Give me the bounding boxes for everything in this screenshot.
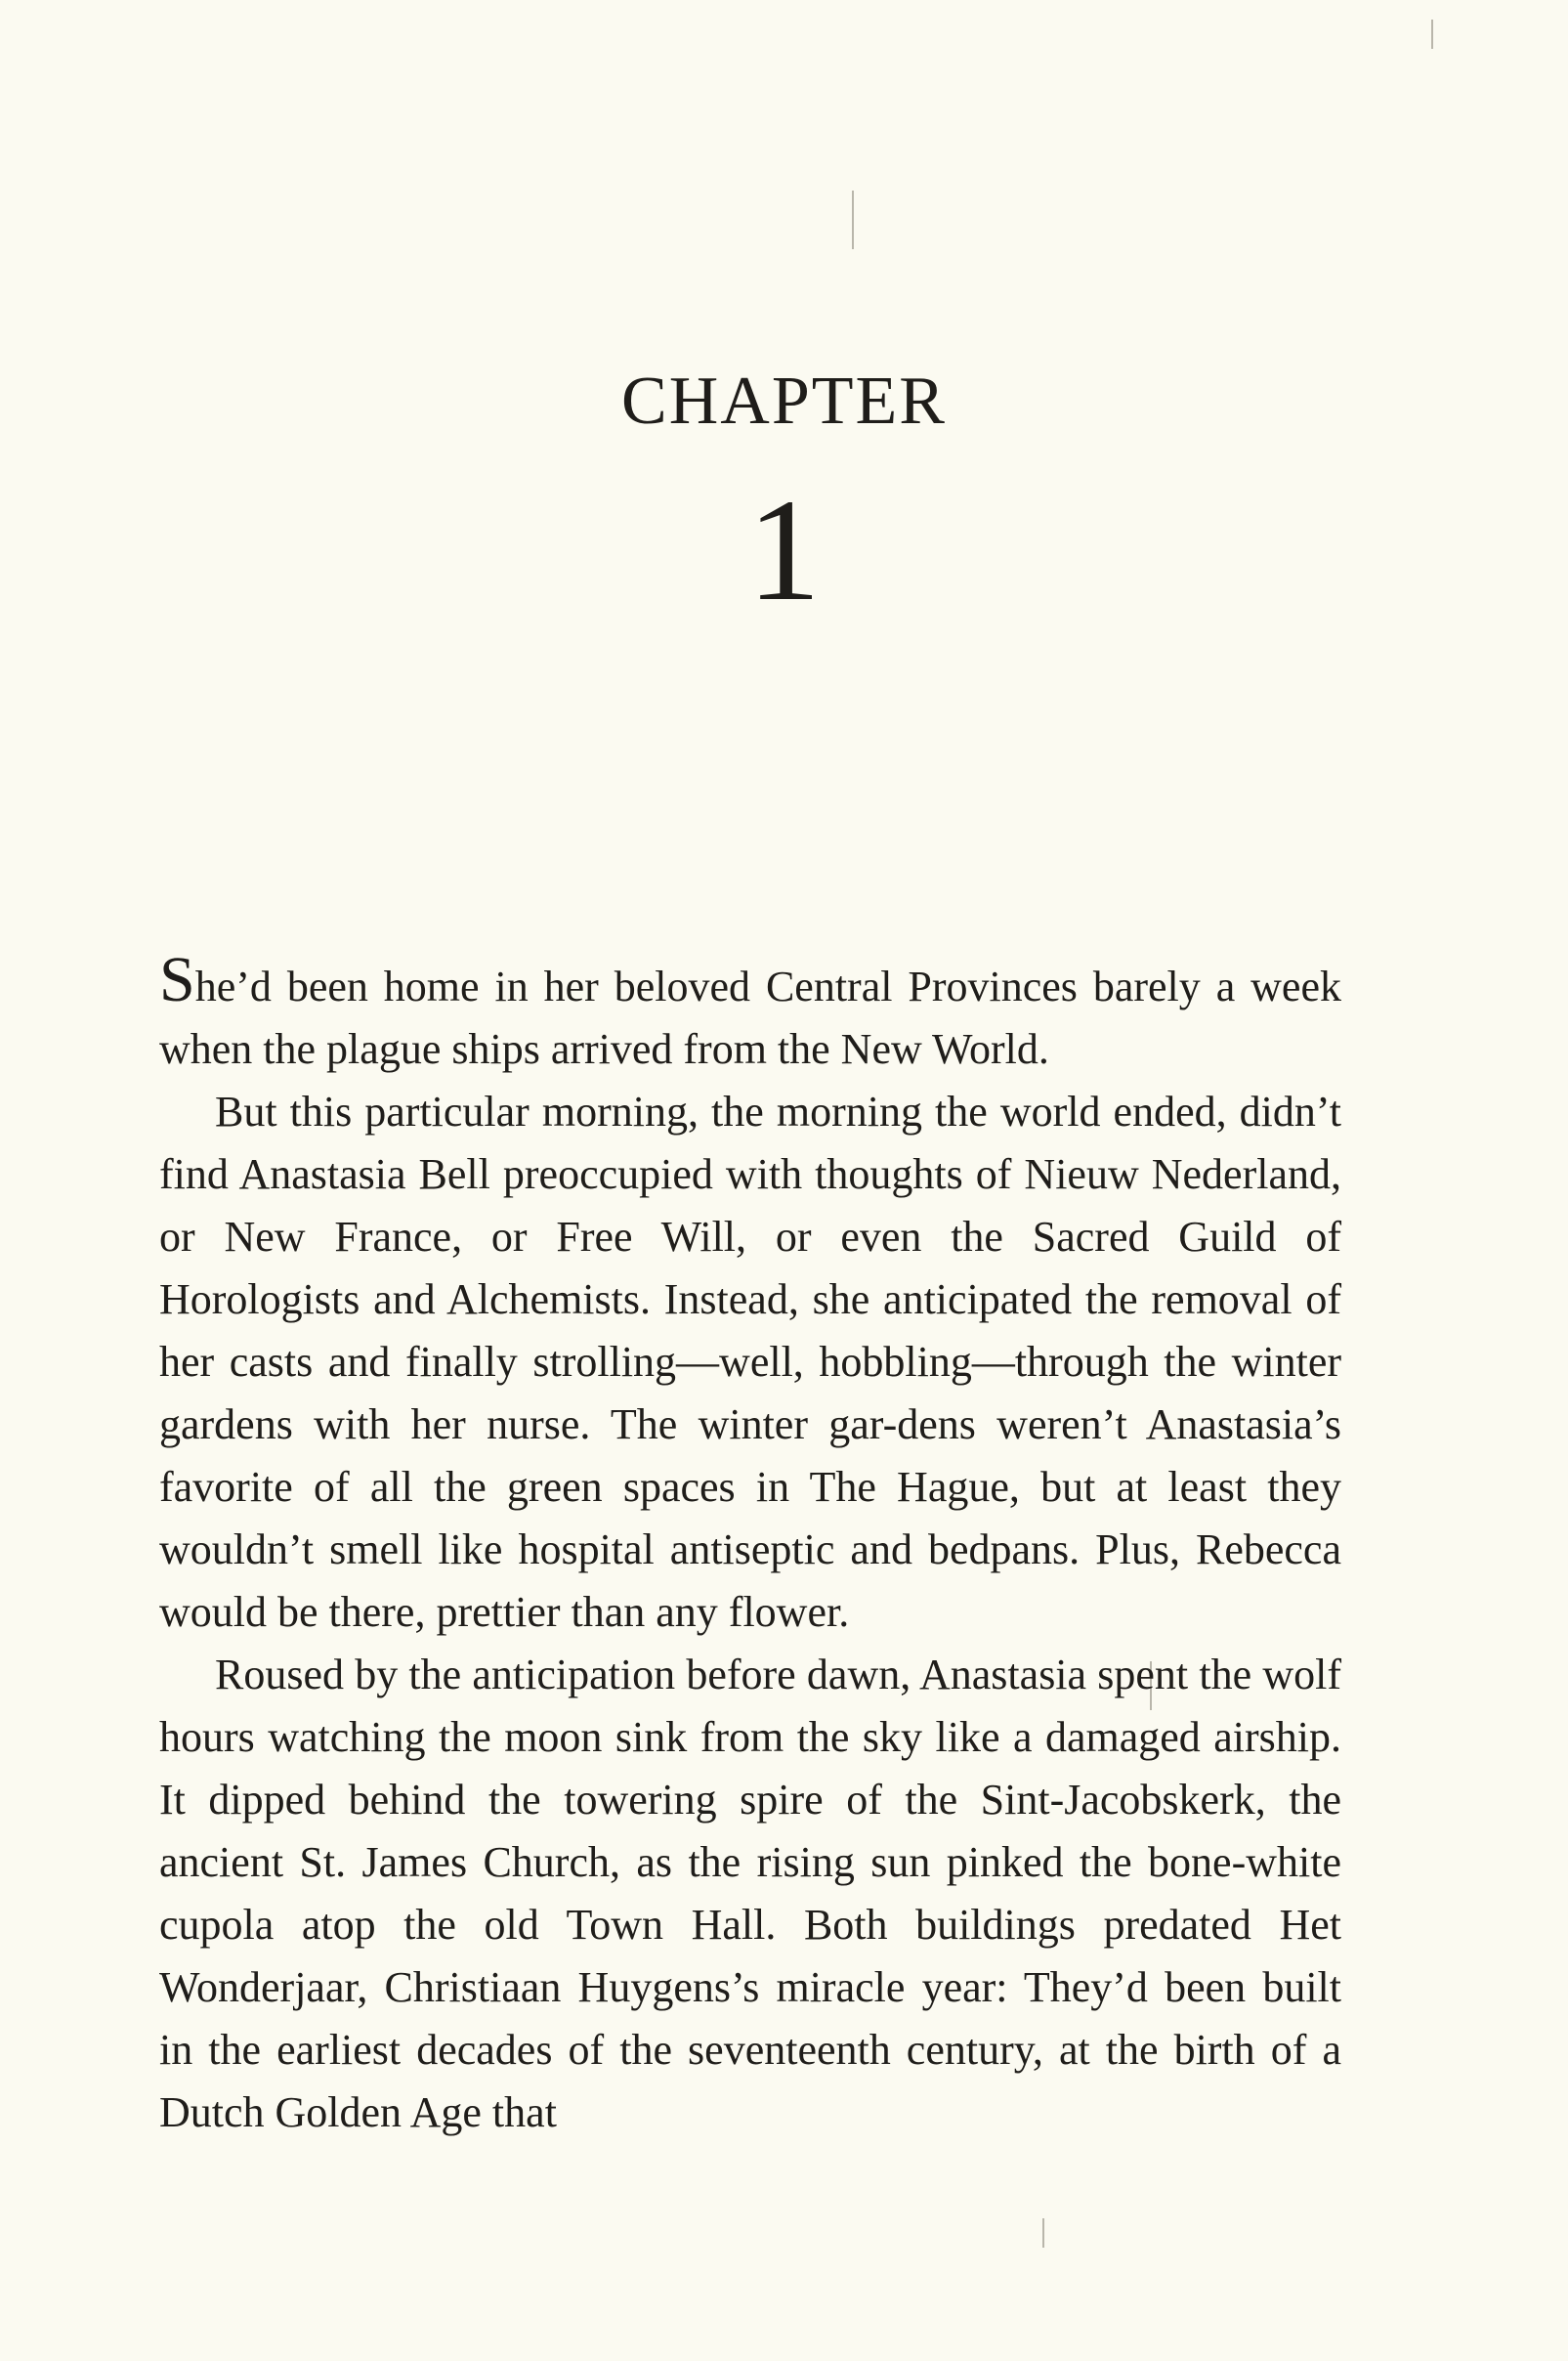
paragraph: But this particular morning, the morning the world ended, didn’t find Anastasia Bell preoccupied with thoughts of Nieuw Nederland, or New France, or Free Will, or even the Sacred Guild of Horologists and Alchemists. Instead, she anticipated the removal of her casts and finally strolling—well, hobbling—through the winter gardens with her nurse. The winter gar-dens weren’t Anastasia’s favorite of all the green spaces in The Hague, but at least they wouldn’t smell like hospital antiseptic and bedpans. Plus, Rebecca would be there, prettier than any flower. [159,1088,1341,1636]
initial-letter: S [159,944,195,1015]
chapter-number: 1 [747,469,821,631]
scan-mark [1431,20,1433,49]
paragraph-opening [159,944,1341,1081]
chapter-body [159,944,1341,2144]
chapter-heading: CHAPTER [621,364,947,439]
scan-mark [852,191,854,249]
paragraph: Roused by the anticipation before dawn, Anastasia spent the wolf hours watching the moon sink from the sky like a damaged airship. It dipped behind the towering spire of the Sint-Jacobskerk, the ancient St. James Church, as the rising sun pinked the bone-white cupola atop the old Town Hall. Both buildings predated Het Wonderjaar, Christiaan Huygens’s miracle year: They’d been built in the earliest decades of the seventeenth century, at the birth of a Dutch Golden Age that [159,1651,1341,2136]
paragraph-text: he’d been home in her beloved Central Provinces barely a week when the plague ships arrived from the New World. [159,963,1341,1073]
scan-mark [1042,2218,1044,2248]
